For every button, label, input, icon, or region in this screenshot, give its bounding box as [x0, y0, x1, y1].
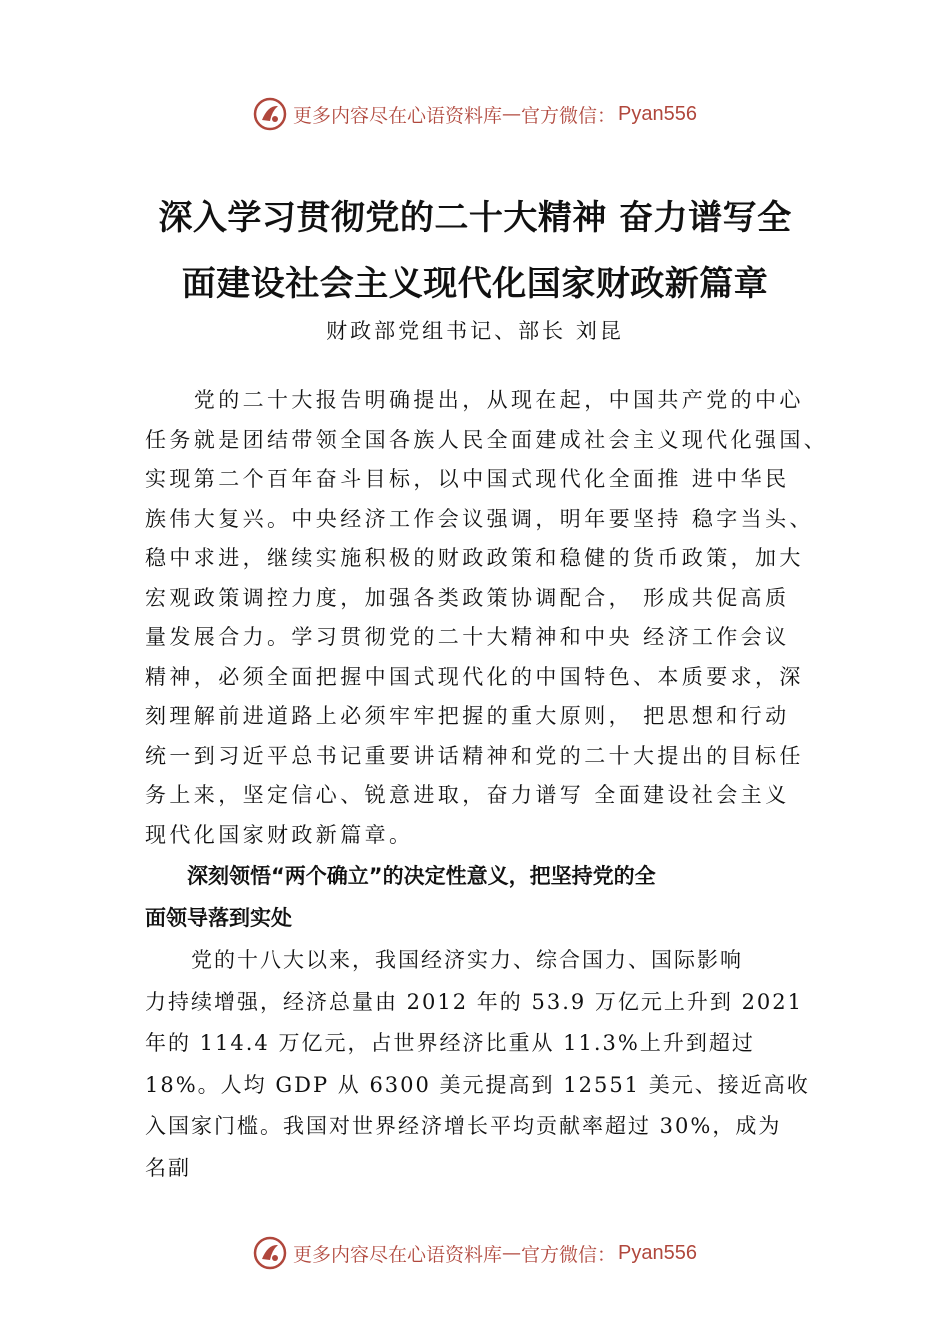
watermark-text: 更多内容尽在心语资料库	[293, 104, 503, 127]
watermark-account: Pyan556	[618, 1241, 697, 1264]
author-line: 财政部党组书记、部长 刘昆	[326, 319, 624, 343]
text-line: 现代化国家财政新篇章。	[145, 822, 414, 847]
watermark-account: Pyan556	[618, 102, 697, 125]
watermark-label: 官方微信：	[521, 104, 617, 127]
text-line: 务上来，坚定信心、锐意进取，奋力谱写 全面建设社会主义	[145, 783, 790, 807]
document-title-line-2: 面建设社会主义现代化国家财政新篇章	[181, 264, 769, 304]
text-line: 实现第二个百年奋斗目标，以中国式现代化全面推 进中华民	[145, 467, 790, 491]
text-line: 力持续增强，经济总量由 2012 年的 53.9 万亿元上升到 2021	[145, 989, 804, 1014]
seal-logo-icon	[253, 97, 287, 131]
document-title-line-1: 深入学习贯彻党的二十大精神 奋力谱写全	[158, 198, 792, 238]
watermark-dash: —	[502, 1242, 522, 1264]
text-line: 刻理解前进道路上必须牢牢把握的重大原则， 把思想和行动	[145, 704, 790, 728]
text-line: 族伟大复兴。中央经济工作会议强调，明年要坚持 稳字当头、	[145, 506, 814, 531]
section-heading	[145, 855, 865, 939]
watermark-dash: —	[502, 103, 522, 125]
text-line: 任务就是团结带领全国各族人民全面建成社会主义现代化强国、	[145, 427, 829, 452]
watermark-label: 官方微信：	[521, 1243, 617, 1266]
watermark-bottom	[0, 1233, 950, 1273]
text-line: 稳中求进，继续实施积极的财政政策和稳健的货币政策，加大	[145, 546, 804, 570]
text-line: 年的 114.4 万亿元，占世界经济比重从 11.3%上升到超过	[145, 1031, 755, 1055]
text-line: 入国家门槛。我国对世界经济增长平均贡献率超过 30%，成为	[145, 1114, 782, 1138]
text-line: 党的二十大报告明确提出，从现在起，中国共产党的中心	[145, 388, 804, 412]
heading-line: 面领导落到实处	[145, 906, 292, 930]
heading-line: 深刻领悟“两个确立”的决定性意义，把坚持党的全	[145, 864, 656, 888]
watermark-top	[0, 94, 950, 134]
text-line: 名副	[145, 1155, 191, 1180]
paragraph-1	[145, 381, 865, 855]
text-line: 精神，必须全面把握中国式现代化的中国特色、本质要求，深	[145, 664, 804, 689]
text-line: 统一到习近平总书记重要讲话精神和党的二十大提出的目标任	[145, 743, 804, 768]
text-line: 量发展合力。学习贯彻党的二十大精神和中央 经济工作会议	[145, 625, 790, 649]
watermark-text: 更多内容尽在心语资料库	[293, 1243, 503, 1266]
text-line: 18%。人均 GDP 从 6300 美元提高到 12551 美元、接近高收	[145, 1072, 810, 1097]
text-line: 宏观政策调控力度，加强各类政策协调配合， 形成共促高质	[145, 585, 790, 610]
paragraph-2	[145, 940, 865, 1189]
text-line: 党的十八大以来，我国经济实力、综合国力、国际影响	[145, 948, 743, 972]
seal-logo-icon	[253, 1236, 287, 1270]
